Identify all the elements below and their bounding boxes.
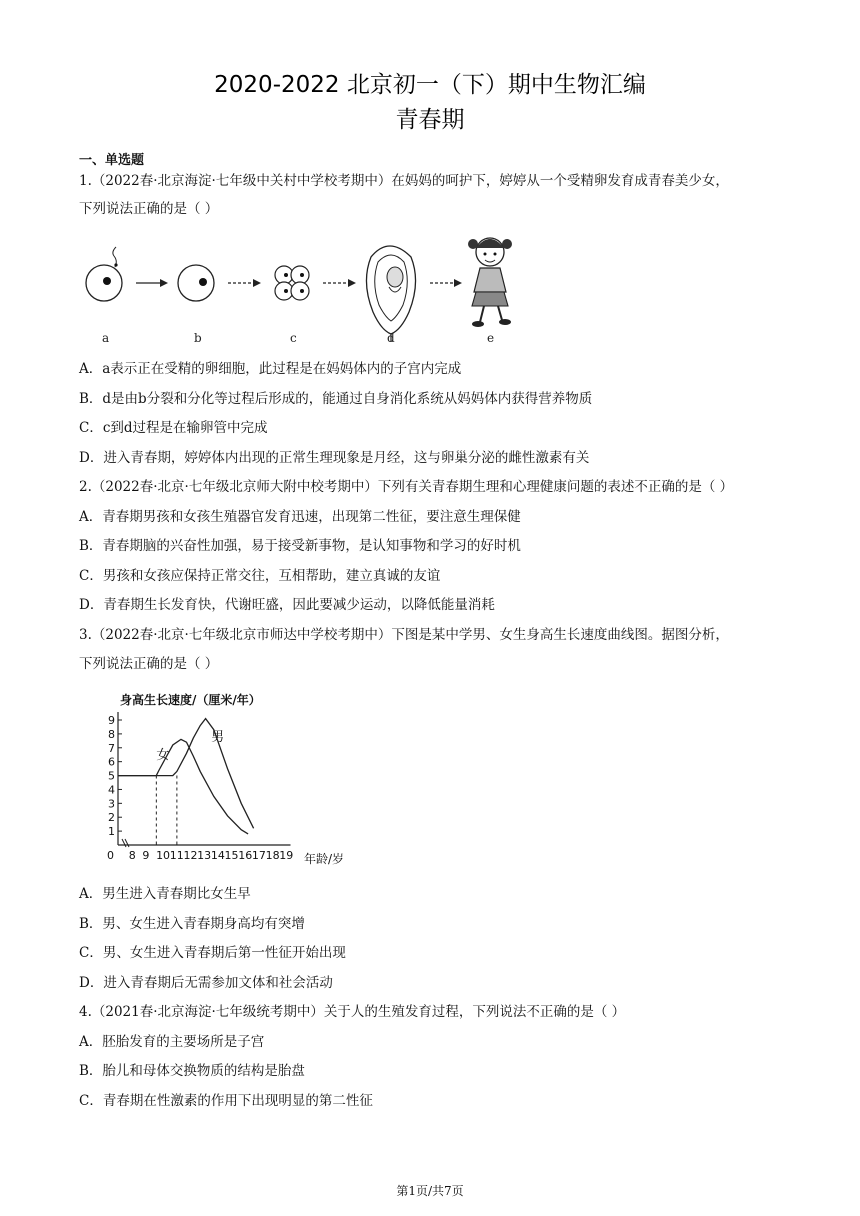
q4-option-b: B．胎儿和母体交换物质的结构是胎盘: [79, 1063, 305, 1079]
page-title: 2020-2022 北京初一（下）期中生物汇编: [214, 72, 646, 98]
figure-label-a: a: [102, 331, 110, 345]
fertilized-egg-drawing: [86, 247, 122, 301]
cell-cluster-drawing: [275, 266, 309, 300]
series-label: 女: [156, 747, 170, 763]
girl-drawing: [468, 238, 512, 327]
dashed-arrow-1: [228, 279, 261, 287]
q3-option-b: B．男、女生进入青春期身高均有突增: [79, 916, 305, 932]
figure-label-d: d: [387, 331, 395, 345]
q3-option-c: C．男、女生进入青春期后第一性征开始出现: [79, 945, 346, 961]
x-tick-label: 12: [183, 849, 198, 862]
section-heading: 一、单选题: [79, 153, 145, 168]
x-tick-label: 15: [224, 849, 239, 862]
x-tick-label: 19: [279, 849, 294, 862]
q3-option-a: A．男生进入青春期比女生早: [79, 886, 251, 902]
solid-arrow: [136, 279, 168, 287]
dashed-arrow-3: [430, 279, 462, 287]
dashed-arrow-2: [323, 279, 356, 287]
y-tick-label: 2: [108, 811, 115, 825]
q2-option-c: C．男孩和女孩应保持正常交往，互相帮助，建立真诚的友谊: [79, 568, 441, 584]
y-tick-label: 6: [108, 755, 115, 769]
x-tick-label: 8: [128, 849, 136, 862]
chart-y-axis-label: 身高生长速度/（厘米/年）: [120, 693, 261, 707]
q2-stem: 2.（2022春·北京·七年级北京师大附中校考期中）下列有关青春期生理和心理健康问题的表述不正确的是（ ）: [79, 479, 734, 495]
page-footer: 第1页/共7页: [396, 1184, 464, 1198]
q1-stem-line1: 1.（2022春·北京海淀·七年级中关村中学校考期中）在妈妈的呵护下，婷婷从一个受精卵发育成青春美少女，: [79, 173, 729, 189]
q3-stem-line2: 下列说法正确的是（ ）: [79, 656, 219, 672]
page-subtitle: 青春期: [395, 107, 465, 133]
figure-label-c: c: [290, 331, 297, 345]
figure-label-b: b: [194, 331, 202, 345]
x-tick-label: 10: [156, 849, 171, 862]
x-tick-label: 11: [169, 849, 184, 862]
q1-stem-line2: 下列说法正确的是（ ）: [79, 201, 219, 217]
y-tick-label: 3: [108, 797, 115, 811]
y-tick-label: 1: [108, 825, 115, 839]
x-tick-label: 16: [238, 849, 253, 862]
x-tick-label: 18: [265, 849, 280, 862]
q1-option-c: C．c到d过程是在输卵管中完成: [79, 420, 268, 436]
growth-rate-chart: [96, 690, 366, 870]
q3-option-d: D．进入青春期后无需参加文体和社会活动: [79, 975, 333, 991]
q2-option-d: D．青春期生长发育快，代谢旺盛，因此要减少运动，以降低能量消耗: [79, 597, 495, 613]
x-tick-label: 0: [107, 849, 114, 862]
chart-series: [118, 719, 254, 845]
fetus-in-uterus-drawing: [366, 246, 415, 342]
axis-break-mark: [122, 839, 129, 847]
q4-option-a: A．胚胎发育的主要场所是子宫: [79, 1034, 265, 1050]
series-line-girls: [118, 739, 248, 834]
q4-option-c: C．青春期在性激素的作用下出现明显的第二性征: [79, 1093, 373, 1109]
chart-ticks: [107, 714, 293, 862]
series-line-boys: [118, 719, 254, 829]
q3-stem-line1: 3.（2022春·北京·七年级北京市师达中学校考期中）下图是某中学男、女生身高生长速度曲线图。据图分析，: [79, 627, 729, 643]
q1-option-b: B．d是由b分裂和分化等过程后形成的，能通过自身消化系统从妈妈体内获得营养物质: [79, 391, 593, 407]
zygote-drawing: [178, 265, 214, 301]
q1-development-figure: [78, 232, 538, 347]
y-tick-label: 9: [108, 714, 115, 727]
y-tick-label: 8: [108, 727, 115, 741]
y-tick-label: 5: [108, 769, 115, 783]
x-tick-label: 14: [210, 849, 225, 862]
q2-option-a: A．青春期男孩和女孩生殖器官发育迅速，出现第二性征，要注意生理保健: [79, 509, 521, 525]
q1-option-a: A．a表示正在受精的卵细胞，此过程是在妈妈体内的子宫内完成: [79, 361, 462, 377]
q1-option-d: D．进入青春期，婷婷体内出现的正常生理现象是月经，这与卵巢分泌的雌性激素有关: [79, 450, 590, 466]
series-label: 男: [211, 729, 225, 745]
chart-x-axis-label: 年龄/岁: [304, 852, 345, 866]
y-tick-label: 4: [108, 783, 115, 797]
figure-label-e: e: [487, 331, 495, 345]
x-tick-label: 13: [197, 849, 212, 862]
x-tick-label: 9: [142, 849, 150, 862]
q2-option-b: B．青春期脑的兴奋性加强，易于接受新事物，是认知事物和学习的好时机: [79, 538, 521, 554]
q4-stem: 4.（2021春·北京海淀·七年级统考期中）关于人的生殖发育过程，下列说法不正确的是（ ）: [79, 1004, 626, 1020]
y-tick-label: 7: [108, 741, 115, 755]
x-tick-label: 17: [251, 849, 266, 862]
